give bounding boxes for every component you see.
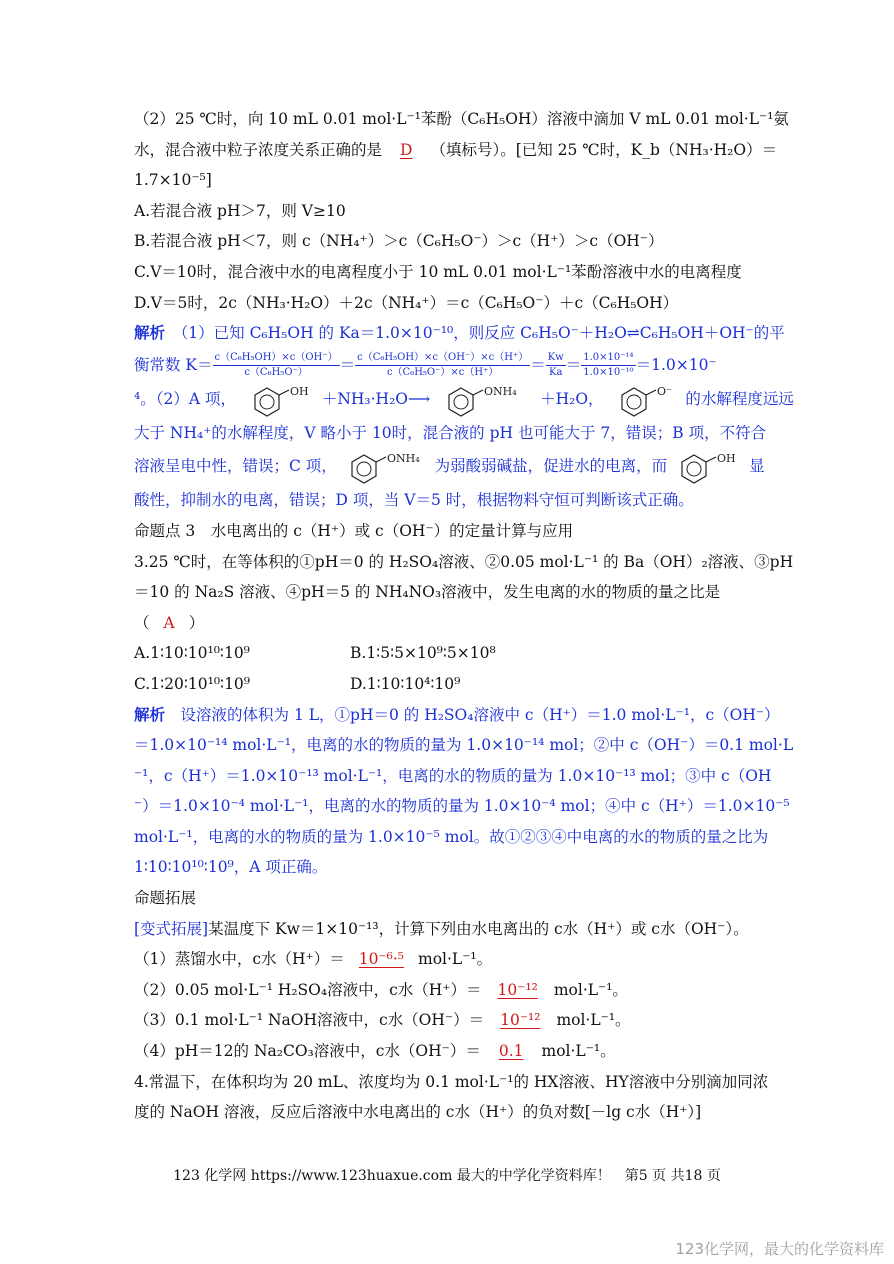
fraction-1: $\frac{\text{c（C₆H₅OH）×c（OH⁻）}}{\text{c（C₆H₅O⁻）}}$ — [214, 352, 338, 379]
extension-item-2: （2）0.05 mol·L⁻¹ H₂SO₄溶液中，c水（H⁺）＝ 10⁻¹² mol·L⁻¹。 — [134, 980, 628, 999]
fraction-4: $\frac{\text{1.0×10⁻¹⁴}}{\text{1.0×10⁻¹⁰}}$ — [583, 352, 634, 379]
svg-text:ONH₄: ONH₄ — [484, 384, 517, 398]
svg-text:O⁻: O⁻ — [657, 384, 673, 398]
q3-line2: ＝10 的 Na₂S 溶液、④pH＝5 的 NH₄NO₃溶液中，发生电离的水的物质的量之比是 — [134, 583, 721, 602]
analysis1-line1: 解析 （1）已知 C₆H₅OH 的 Ka＝1.0×10⁻¹⁰，则反应 C₆H₅O⁻＋H₂O⇌C₆H₅OH＋OH⁻的平 — [134, 323, 785, 343]
analysis2-line3: ⁻¹，c（H⁺）＝1.0×10⁻¹³ mol·L⁻¹，电离的水的物质的量为 1.0×10⁻¹³ mol；③中 c（OH — [134, 766, 772, 785]
analysis2-line5: mol·L⁻¹，电离的水的物质的量为 1.0×10⁻⁵ mol。故①②③④中电离的水的物质的量之比为 — [134, 827, 769, 846]
q3-answer: A — [163, 613, 175, 632]
analysis2-line4: ⁻）＝1.0×10⁻⁴ mol·L⁻¹，电离的水的物质的量为 1.0×10⁻⁴ mol；④中 c（H⁺）＝1.0×10⁻⁵ — [134, 797, 790, 816]
extension-item-3: （3）0.1 mol·L⁻¹ NaOH溶液中，c水（OH⁻）＝ 10⁻¹² mol·L⁻¹。 — [134, 1011, 631, 1030]
q2-option-d: D.V＝5时，2c（NH₃·H₂O）＋2c（NH₄⁺）＝c（C₆H₅O⁻）＋c（C₆H₅OH） — [134, 293, 679, 312]
q3-options-cd: C.1∶20∶10¹⁰∶10⁹ D.1∶10∶10⁴∶10⁹ — [134, 674, 461, 693]
extension-item-1: （1）蒸馏水中，c水（H⁺）＝ 10⁻⁶·⁵ mol·L⁻¹。 — [134, 950, 493, 969]
phenolate-ion-structure — [608, 382, 680, 418]
q2-line3: 1.7×10⁻⁵] — [134, 171, 212, 190]
analysis1-line5: 溶液呈电中性，错误；C 项， ONH₄ 为弱酸弱碱盐，促进水的电离，而 OH 显 — [134, 448, 760, 485]
svg-text:OH: OH — [717, 452, 736, 466]
analysis2-line2: ＝1.0×10⁻¹⁴ mol·L⁻¹，电离的水的物质的量为 1.0×10⁻¹⁴ mol；②中 c（OH⁻）＝0.1 mol·L — [134, 736, 794, 755]
extension-title: 命题拓展 — [134, 889, 197, 908]
extension-intro: [变式拓展]某温度下 Kw＝1×10⁻¹³，计算下列由水电离出的 c水（H⁺）或 c水（OH⁻）。 — [134, 919, 749, 938]
analysis2-line1: 解析 设溶液的体积为 1 L，①pH＝0 的 H₂SO₄溶液中 c（H⁺）＝1.0 mol·L⁻¹，c（OH⁻） — [134, 704, 780, 724]
analysis1-line2: 衡常数 K＝ $\frac{\text{c（C₆H₅OH）×c（OH⁻）}}{\text{c（C₆H₅O⁻）}}$ ＝ $\frac{\text{c（C₆H₅OH）×c（OH⁻）×c（H⁺）}}{\text{c（C₆H₅O⁻）×c（H⁺）}}$ ＝ $\frac{Kw}{Ka}$ ＝ $\frac{\text{1.0×10⁻¹⁴}}{\text{1.0×10⁻¹⁰}}$ ＝1.0×10⁻ — [134, 352, 717, 379]
extension-item-4: （4）pH＝12的 Na₂CO₃溶液中，c水（OH⁻）＝ 0.1 mol·L⁻¹。 — [134, 1042, 616, 1061]
q2-line2: 水，混合液中粒子浓度关系正确的是 D （填标号）。[已知 25 ℃时，K_b（NH₃·H₂O）＝ — [134, 135, 760, 166]
analysis1-line4: 大于 NH₄⁺的水解程度，V 略小于 10时，混合液的 pH 也可能大于 7，错误；B 项，不符合 — [134, 423, 767, 442]
ammonium-phenolate-structure-2 — [342, 449, 430, 485]
q2-option-a: A.若混合液 pH＞7，则 V≥10 — [134, 201, 346, 220]
watermark: 123化学网，最大的化学资料库 — [675, 1240, 884, 1258]
q3-line1: 3.25 ℃时，在等体积的①pH＝0 的 H₂SO₄溶液、②0.05 mol·L⁻¹ 的 Ba（OH）₂溶液、③pH — [134, 552, 794, 571]
phenol-structure — [241, 382, 317, 418]
proposition-point-3: 命题点 3 水电离出的 c（H⁺）或 c（OH⁻）的定量计算与应用 — [134, 521, 574, 540]
page-footer: 123 化学网 https://www.123huaxue.com 最大的中学化学资料库！ 第5 页 共18 页 — [173, 1168, 721, 1184]
q2-option-c: C.V＝10时，混合液中水的电离程度小于 10 mL 0.01 mol·L⁻¹苯酚溶液中水的电离程度 — [134, 262, 742, 281]
q2-line1: （2）25 ℃时，向 10 mL 0.01 mol·L⁻¹苯酚（C₆H₅OH）溶液中滴加 V mL 0.01 mol·L⁻¹氨 — [134, 110, 789, 128]
phenol-structure-2 — [672, 449, 744, 485]
q4-line2: 度的 NaOH 溶液，反应后溶液中水电离出的 c水（H⁺）的负对数[－lg c水（H⁺）] — [134, 1103, 702, 1122]
q2-option-b: B.若混合液 pH＜7，则 c（NH₄⁺）＞c（C₆H₅O⁻）＞c（H⁺）＞c（OH⁻） — [134, 232, 664, 251]
q3-options-ab: A.1∶10∶10¹⁰∶10⁹ B.1∶5∶5×10⁹∶5×10⁸ — [134, 644, 496, 663]
document-body — [134, 104, 794, 1128]
svg-text:ONH₄: ONH₄ — [386, 452, 420, 466]
analysis1-line3: ⁴。（2）A 项， OH ＋NH₃·H₂O⟶ ONH₄ ＋H₂O， O⁻ 的水解程度远远 — [134, 381, 760, 418]
q2-answer: D — [400, 140, 413, 159]
q3-answer-line: （ A ） — [134, 613, 205, 632]
ammonium-phenolate-structure — [435, 382, 535, 418]
fraction-2: $\frac{\text{c（C₆H₅OH）×c（OH⁻）×c（H⁺）}}{\text{c（C₆H₅O⁻）×c（H⁺）}}$ — [357, 352, 529, 379]
svg-text:OH: OH — [289, 384, 309, 398]
analysis2-line6: 1∶10∶10¹⁰∶10⁹，A 项正确。 — [134, 858, 328, 877]
q4-line1: 4.常温下，在体积均为 20 mL、浓度均为 0.1 mol·L⁻¹的 HX溶液、HY溶液中分别滴加同浓 — [134, 1072, 769, 1091]
fraction-3: $\frac{Kw}{Ka}$ — [547, 352, 564, 379]
analysis1-line6: 酸性，抑制水的电离，错误；D 项，当 V＝5 时，根据物料守恒可判断该式正确。 — [134, 491, 694, 510]
